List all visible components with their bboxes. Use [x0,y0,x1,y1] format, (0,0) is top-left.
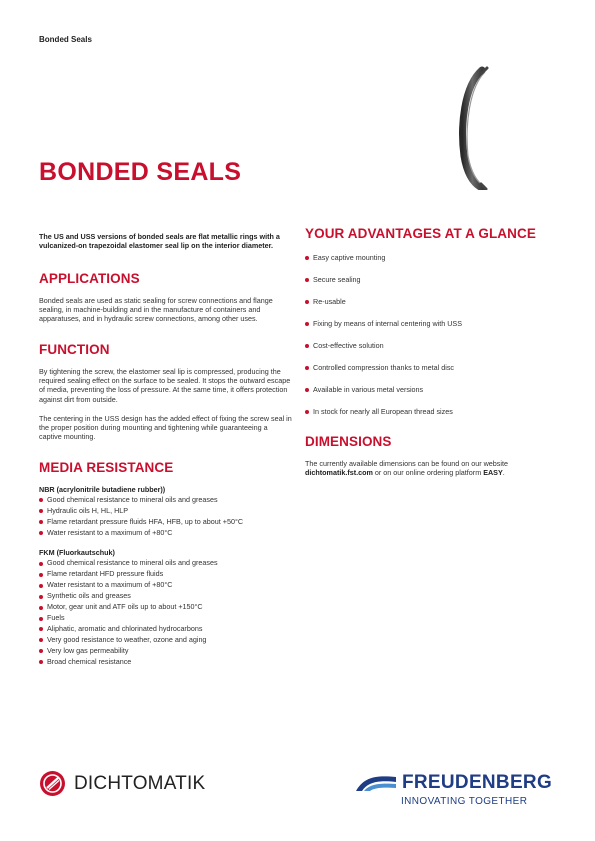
list-item: Aliphatic, aromatic and chlorinated hydrocarbons [39,624,292,635]
applications-heading: APPLICATIONS [39,270,140,286]
list-item: Controlled compression thanks to metal disc [305,363,557,372]
dimensions-text [305,459,557,478]
list-item: Easy captive mounting [305,253,557,262]
list-item: Secure sealing [305,275,557,284]
list-item: Synthetic oils and greases [39,591,292,602]
function-paragraph: The centering in the USS design has the added effect of fixing the screw seal in the proper position during mounting and tightening while guaranteeing a captive mounting. [39,413,292,442]
list-item: Motor, gear unit and ATF oils up to about +150°C [39,602,292,613]
intro-text: The US and USS versions of bonded seals are flat metallic rings with a vulcanized-on trapezoidal elastomer seal lip on the interior diameter. [39,232,280,251]
bonded-seal-image [452,66,502,190]
list-item: Water resistant to a maximum of +80°C [39,580,292,591]
dichtomatik-logo [39,770,205,797]
easy-platform-link[interactable]: EASY [483,468,503,478]
fkm-list [39,558,292,667]
list-item: Good chemical resistance to mineral oils and greases [39,495,292,506]
list-item: Very low gas permeability [39,646,292,657]
media-resistance-heading: MEDIA RESISTANCE [39,459,174,475]
header-label: Bonded Seals [39,35,92,44]
dimensions-heading: DIMENSIONS [305,434,392,449]
list-item: In stock for nearly all European thread sizes [305,407,557,416]
function-heading: FUNCTION [39,341,110,357]
dichtomatik-emblem-icon [39,770,66,797]
right-column [305,226,557,486]
list-item: Good chemical resistance to mineral oils and greases [39,558,292,569]
freudenberg-logo [356,772,556,807]
left-column [39,232,292,677]
dichtomatik-wordmark: DICHTOMATIK [74,772,206,794]
freudenberg-wave-icon [356,773,396,793]
page-title: BONDED SEALS [39,158,242,186]
list-item: Flame retardant pressure fluids HFA, HFB, up to about +50°C [39,517,292,528]
list-item: Broad chemical resistance [39,657,292,668]
list-item: Fixing by means of internal centering with USS [305,319,557,328]
fkm-subheading: FKM (Fluorkautschuk) [39,548,115,558]
advantages-heading: YOUR ADVANTAGES AT A GLANCE [305,226,536,241]
applications-text: Bonded seals are used as static sealing for screw connections and flange sealing, in machine-building and in the manufacture of containers and apparatuses, and in hydraulic screw connections, among other uses. [39,295,273,324]
list-item: Cost-effective solution [305,341,557,350]
list-item: Flame retardant HFD pressure fluids [39,569,292,580]
list-item: Fuels [39,613,292,624]
list-item: Re-usable [305,297,557,306]
freudenberg-tagline: INNOVATING TOGETHER [401,796,528,807]
nbr-subheading: NBR (acrylonitrile butadiene rubber)) [39,484,166,494]
dimensions-text-middle: or on our online ordering platform [372,468,484,478]
list-item: Available in various metal versions [305,385,557,394]
freudenberg-wordmark: FREUDENBERG [402,772,553,793]
nbr-list [39,495,292,539]
dimensions-text-after: . [502,468,505,478]
list-item: Water resistant to a maximum of +80°C [39,528,292,539]
function-paragraph: By tightening the screw, the elastomer seal lip is compressed, producing the required sealing effect on the surface to be sealed. It stops the outward escape of media, preventing the loss of pressure. At the same time, it offers protection against dirt from outside. [39,366,291,404]
website-link[interactable]: dichtomatik.fst.com [305,468,373,478]
dimensions-text-before: The currently available dimensions can be found on our website [305,459,508,468]
list-item: Very good resistance to weather, ozone and aging [39,635,292,646]
advantages-list [305,253,557,416]
list-item: Hydraulic oils H, HL, HLP [39,506,292,517]
